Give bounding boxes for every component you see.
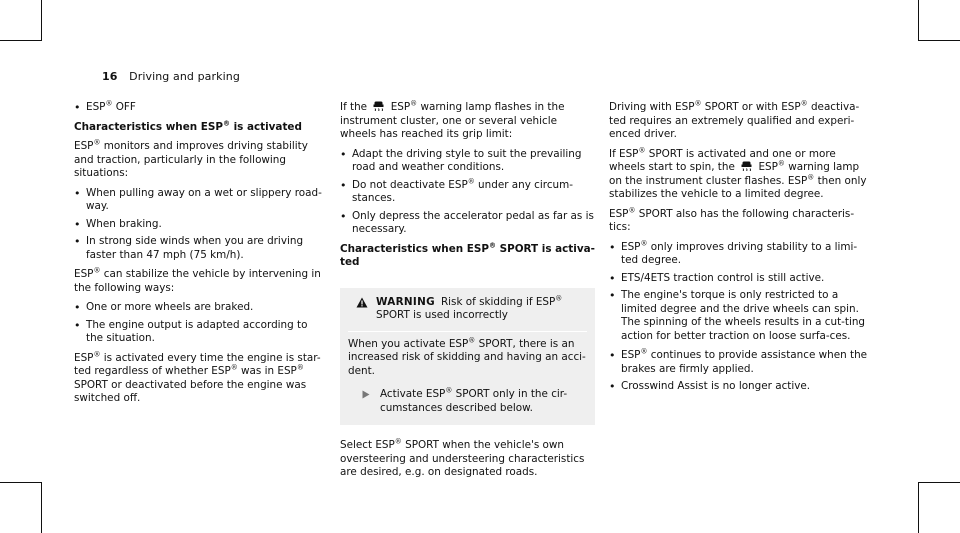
ways-list [74, 301, 324, 346]
warning-box [340, 288, 595, 426]
list-item: • The engine's torque is only restricted to a limited degree and the drive wheels can spin. The spinning of the wheels results in a cut-ting action for better traction on loose surfa-ces. [609, 289, 871, 343]
list-item: • ESP® continues to provide assistance when the brakes are firmly applied. [609, 349, 871, 376]
list-item: • When pulling away on a wet or slippery road-way. [74, 187, 324, 214]
list-item: • In strong side winds when you are driving faster than 47 mph (75 km/h). [74, 235, 324, 262]
paragraph: Select ESP® SPORT when the vehicle's own oversteering and understeering characteristics are desired, e.g. on designated roads. [340, 437, 585, 478]
warning-title: WARNING [376, 295, 435, 308]
list-item: • ESP® only improves driving stability to a limi-ted degree. [609, 241, 871, 268]
warning-header [348, 296, 587, 323]
crop-mark [918, 482, 919, 533]
paragraph: ESP® monitors and improves driving stability and traction, particularly in the following situations: [74, 138, 308, 179]
list-top [74, 101, 324, 115]
warning-risk: Risk of skidding if ESP® [440, 294, 563, 308]
warning-body: When you activate ESP® SPORT, there is an increased risk of skidding and having an acci-dent. [348, 331, 587, 379]
paragraph: Driving with ESP® SPORT or with ESP® deactiva-ted requires an extremely qualified and experi-enced driver. [609, 99, 860, 140]
action-arrow-icon [362, 390, 370, 399]
crop-mark [0, 482, 42, 483]
list-item: • The engine output is adapted according to the situation. [74, 319, 324, 346]
crop-mark [918, 0, 919, 41]
paragraph: If the ESP® warning lamp flashes in the instrument cluster, one or several vehicle wheels has reached its grip limit: [340, 99, 565, 140]
page-number: 16 [102, 70, 118, 83]
crop-mark [0, 40, 42, 41]
characteristics-list [609, 241, 871, 394]
warning-triangle-icon [356, 297, 368, 308]
crop-mark [918, 40, 960, 41]
paragraph: If ESP® SPORT is activated and one or more wheels start to spin, the ESP® warning lamp on the instrument cluster flashes. ESP® then only stabilizes the vehicle to a limited degree. [609, 146, 867, 200]
section-heading: Characteristics when ESP® is activated [74, 119, 302, 133]
paragraph: ESP® can stabilize the vehicle by intervening in the following ways: [74, 266, 321, 294]
section-title: Driving and parking [129, 70, 240, 83]
crop-mark [41, 0, 42, 41]
list-item: • Only depress the accelerator pedal as far as is necessary. [340, 210, 595, 237]
paragraph: ESP® is activated every time the engine is star-ted regardless of whether ESP® was in ESP® SPORT or deactivated before the engine was switched off. [74, 350, 321, 404]
car-skid-icon [741, 161, 752, 171]
list-subparagraph: The spinning of the wheels results in a cut-ting action for better traction on loose surfa-ces. [621, 316, 866, 342]
column-2 [340, 101, 595, 486]
list-item: • ETS/4ETS traction control is still active. [609, 272, 871, 286]
list-item: • Do not deactivate ESP® under any circum-stances. [340, 179, 595, 206]
column-3 [609, 101, 871, 400]
warning-risk-2: SPORT is used incorrectly [376, 309, 508, 321]
list-item: • When braking. [74, 218, 324, 232]
list-item: • One or more wheels are braked. [74, 301, 324, 315]
paragraph: ESP® SPORT also has the following characteris-tics: [609, 206, 855, 233]
list-item: • ESP® OFF [74, 101, 324, 115]
situation-list [74, 187, 324, 263]
list-item: • Crosswind Assist is no longer active. [609, 380, 871, 394]
crop-mark [918, 482, 960, 483]
warning-action: Activate ESP® SPORT only in the cir-cumstances described below. [348, 388, 587, 415]
page-header [102, 70, 240, 83]
section-heading: Characteristics when ESP® SPORT is activa-ted [340, 241, 595, 268]
car-skid-icon [373, 101, 384, 111]
crop-mark [41, 482, 42, 533]
list-item: • Adapt the driving style to suit the prevailing road and weather conditions. [340, 148, 595, 175]
prevent-list [340, 148, 595, 237]
column-1 [74, 101, 324, 412]
